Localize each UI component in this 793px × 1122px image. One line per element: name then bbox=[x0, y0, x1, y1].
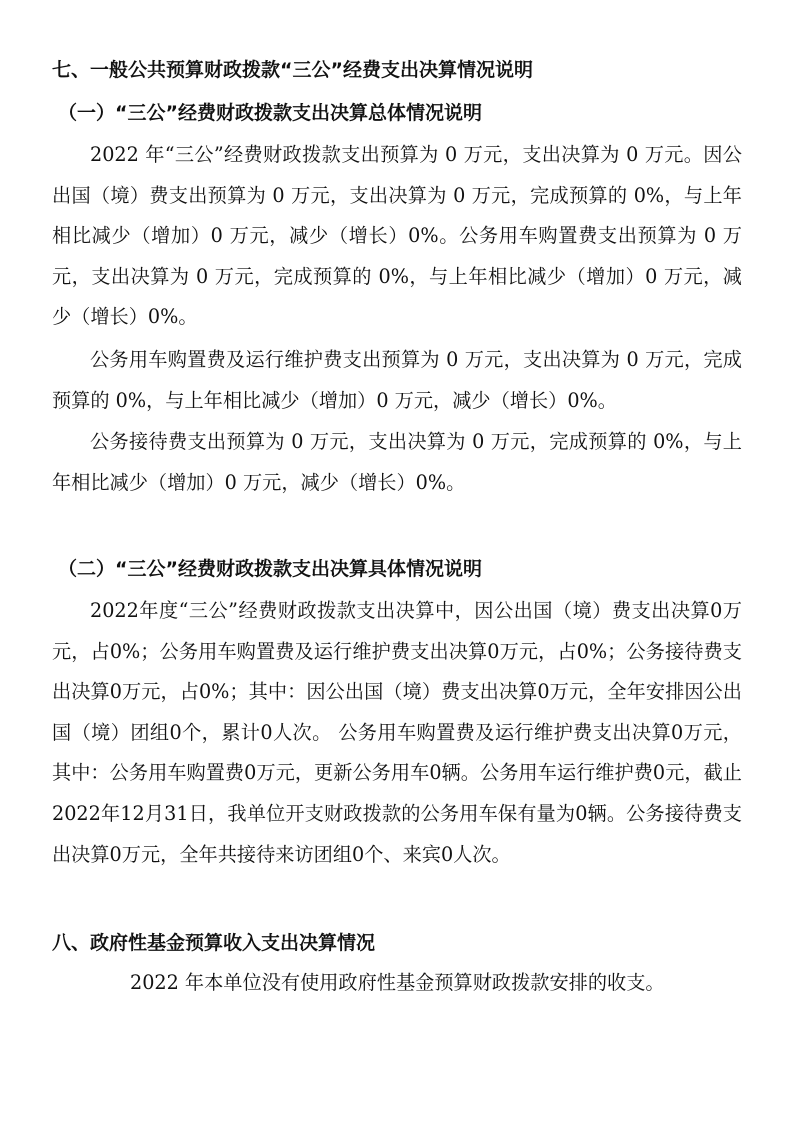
section-7-2-heading: （二）“三公”经费财政拨款支出决算具体情况说明 bbox=[58, 558, 482, 580]
section-7-heading: 七、一般公共预算财政拨款“三公”经费支出决算情况说明 bbox=[52, 59, 533, 81]
section-8-paragraph-1: 2022 年本单位没有使用政府性基金预算财政拨款安排的收支。 bbox=[130, 971, 665, 994]
section-7-1-paragraph-3: 公务接待费支出预算为 0 万元，支出决算为 0 万元，完成预算的 0%，与上年相比减少（增加）0 万元，减少（增长）0%。 bbox=[52, 430, 742, 494]
section-7-2-paragraph-1: 2022年度“三公”经费财政拨款支出决算中，因公出国（境）费支出决算0万元，占0%；公务用车购置费及运行维护费支出决算0万元，占0%；公务接待费支出决算0万元，占0%；其中：因公出国（境）费支出决算0万元，全年安排因公出国（境）团组0个，累计0人次。 公务用车购置费及运行维护费支出决算0万元，其中：公务用车购置费0万元，更新公务用车0辆。公务用车运行维护费0元，截止2022年12月31日，我单位开支财政拨款的公务用车保有量为0辆。公务接待费支出决算0万元，全年共接待来访团组0个、来宾0人次。 bbox=[52, 599, 742, 866]
section-7-1-paragraph-2: 公务用车购置费及运行维护费支出预算为 0 万元，支出决算为 0 万元，完成预算的 0%，与上年相比减少（增加）0 万元，减少（增长）0%。 bbox=[52, 348, 742, 412]
section-7-1-paragraph-1: 2022 年“三公”经费财政拨款支出预算为 0 万元，支出决算为 0 万元。因公出国（境）费支出预算为 0 万元，支出决算为 0 万元，完成预算的 0%，与上年相比减少（增加）0 万元，减少（增长）0%。公务用车购置费支出预算为 0 万元，支出决算为 0 万元，完成预算的 0%，与上年相比减少（增加）0 万元，减少（增长）0%。 bbox=[52, 143, 742, 329]
section-7-1-heading: （一）“三公”经费财政拨款支出决算总体情况说明 bbox=[58, 102, 482, 124]
section-8-heading: 八、政府性基金预算收入支出决算情况 bbox=[52, 932, 376, 954]
